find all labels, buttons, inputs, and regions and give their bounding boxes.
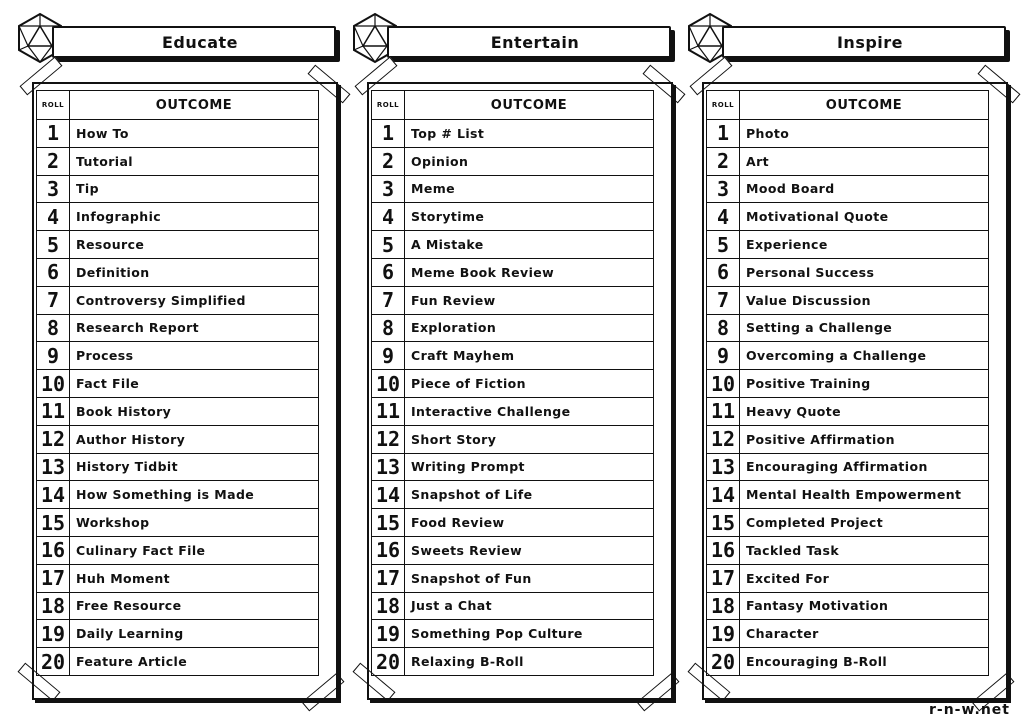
outcome-cell: Snapshot of Life xyxy=(405,481,654,509)
table-row xyxy=(37,231,319,259)
table-row xyxy=(372,648,654,676)
roll-header: ROLL xyxy=(372,91,405,120)
table-row xyxy=(37,120,319,148)
table-row xyxy=(707,564,989,592)
roll-number: 5 xyxy=(707,231,740,259)
roll-number: 12 xyxy=(37,425,70,453)
outcome-cell: Heavy Quote xyxy=(740,397,989,425)
outcome-header: OUTCOME xyxy=(70,91,319,120)
table-row xyxy=(372,592,654,620)
roll-table xyxy=(371,90,654,676)
table-row xyxy=(707,425,989,453)
roll-number: 17 xyxy=(372,564,405,592)
table-row xyxy=(372,397,654,425)
roll-number: 12 xyxy=(707,425,740,453)
table-row xyxy=(372,509,654,537)
outcome-cell: Sweets Review xyxy=(405,536,654,564)
roll-number: 6 xyxy=(372,258,405,286)
outcome-cell: Excited For xyxy=(740,564,989,592)
outcome-cell: Resource xyxy=(70,231,319,259)
roll-number: 5 xyxy=(37,231,70,259)
roll-number: 20 xyxy=(37,648,70,676)
roll-number: 14 xyxy=(37,481,70,509)
roll-number: 4 xyxy=(37,203,70,231)
outcome-cell: Personal Success xyxy=(740,258,989,286)
table-header-row xyxy=(37,91,319,120)
roll-number: 3 xyxy=(372,175,405,203)
outcome-cell: Relaxing B-Roll xyxy=(405,648,654,676)
table-row xyxy=(372,536,654,564)
outcome-cell: Completed Project xyxy=(740,509,989,537)
table-header-row xyxy=(372,91,654,120)
roll-number: 16 xyxy=(372,536,405,564)
table-row xyxy=(37,147,319,175)
table-row xyxy=(707,258,989,286)
table-row xyxy=(372,564,654,592)
table-row xyxy=(37,370,319,398)
outcome-cell: Setting a Challenge xyxy=(740,314,989,342)
table-row xyxy=(372,481,654,509)
outcome-header: OUTCOME xyxy=(405,91,654,120)
table-row xyxy=(707,342,989,370)
roll-table xyxy=(706,90,989,676)
table-row xyxy=(372,231,654,259)
roll-number: 4 xyxy=(707,203,740,231)
outcome-cell: Feature Article xyxy=(70,648,319,676)
table-row xyxy=(37,648,319,676)
table-row xyxy=(707,370,989,398)
outcome-cell: Short Story xyxy=(405,425,654,453)
roll-number: 13 xyxy=(707,453,740,481)
outcome-cell: Fact File xyxy=(70,370,319,398)
table-row xyxy=(372,425,654,453)
outcome-cell: Free Resource xyxy=(70,592,319,620)
outcome-cell: Value Discussion xyxy=(740,286,989,314)
table-row xyxy=(372,342,654,370)
table-row xyxy=(37,203,319,231)
table-row xyxy=(37,509,319,537)
table-row xyxy=(372,620,654,648)
table-row xyxy=(707,481,989,509)
table-row xyxy=(707,203,989,231)
outcome-cell: Workshop xyxy=(70,509,319,537)
roll-number: 4 xyxy=(372,203,405,231)
roll-number: 14 xyxy=(707,481,740,509)
outcome-cell: Photo xyxy=(740,120,989,148)
table-row xyxy=(37,314,319,342)
outcome-cell: Opinion xyxy=(405,147,654,175)
table-row xyxy=(37,342,319,370)
table-row xyxy=(37,481,319,509)
roll-number: 13 xyxy=(37,453,70,481)
outcome-cell: Overcoming a Challenge xyxy=(740,342,989,370)
roll-number: 14 xyxy=(372,481,405,509)
roll-number: 8 xyxy=(37,314,70,342)
table-row xyxy=(707,120,989,148)
outcome-cell: A Mistake xyxy=(405,231,654,259)
outcome-cell: Exploration xyxy=(405,314,654,342)
outcome-cell: Research Report xyxy=(70,314,319,342)
column-title-bar xyxy=(722,26,1006,58)
outcome-cell: Daily Learning xyxy=(70,620,319,648)
outcome-cell: Author History xyxy=(70,425,319,453)
roll-number: 20 xyxy=(707,648,740,676)
outcome-cell: Art xyxy=(740,147,989,175)
table-row xyxy=(707,620,989,648)
roll-number: 1 xyxy=(707,120,740,148)
outcome-cell: Process xyxy=(70,342,319,370)
outcome-cell: Controversy Simplified xyxy=(70,286,319,314)
roll-number: 1 xyxy=(37,120,70,148)
roll-header: ROLL xyxy=(707,91,740,120)
roll-number: 17 xyxy=(707,564,740,592)
outcome-cell: How Something is Made xyxy=(70,481,319,509)
roll-number: 7 xyxy=(707,286,740,314)
roll-number: 16 xyxy=(707,536,740,564)
table-row xyxy=(707,147,989,175)
roll-number: 8 xyxy=(707,314,740,342)
outcome-cell: History Tidbit xyxy=(70,453,319,481)
column-title: Entertain xyxy=(490,32,580,52)
roll-number: 19 xyxy=(707,620,740,648)
outcome-cell: Meme Book Review xyxy=(405,258,654,286)
column-entertain xyxy=(349,0,679,724)
outcome-cell: Something Pop Culture xyxy=(405,620,654,648)
roll-number: 8 xyxy=(372,314,405,342)
table-row xyxy=(372,120,654,148)
table-row xyxy=(37,175,319,203)
table-row xyxy=(707,314,989,342)
table-row xyxy=(372,203,654,231)
table-row xyxy=(707,592,989,620)
roll-number: 19 xyxy=(37,620,70,648)
outcome-cell: Book History xyxy=(70,397,319,425)
roll-number: 5 xyxy=(372,231,405,259)
table-row xyxy=(372,286,654,314)
outcome-cell: Food Review xyxy=(405,509,654,537)
roll-number: 17 xyxy=(37,564,70,592)
outcome-cell: Tackled Task xyxy=(740,536,989,564)
outcome-cell: Interactive Challenge xyxy=(405,397,654,425)
column-title-bar xyxy=(52,26,336,58)
table-row xyxy=(37,536,319,564)
outcome-cell: Experience xyxy=(740,231,989,259)
outcome-cell: Fun Review xyxy=(405,286,654,314)
roll-number: 20 xyxy=(372,648,405,676)
roll-number: 7 xyxy=(37,286,70,314)
outcome-cell: Piece of Fiction xyxy=(405,370,654,398)
outcome-cell: Mood Board xyxy=(740,175,989,203)
roll-number: 7 xyxy=(372,286,405,314)
column-educate xyxy=(14,0,344,724)
outcome-cell: Meme xyxy=(405,175,654,203)
outcome-cell: Mental Health Empowerment xyxy=(740,481,989,509)
table-row xyxy=(37,425,319,453)
outcome-cell: Huh Moment xyxy=(70,564,319,592)
table-row xyxy=(707,453,989,481)
table-row xyxy=(707,397,989,425)
roll-number: 12 xyxy=(372,425,405,453)
table-row xyxy=(372,175,654,203)
table-row xyxy=(372,453,654,481)
column-title-bar xyxy=(387,26,671,58)
outcome-cell: Storytime xyxy=(405,203,654,231)
roll-number: 1 xyxy=(372,120,405,148)
table-row xyxy=(372,258,654,286)
roll-number: 2 xyxy=(707,147,740,175)
table-row xyxy=(707,536,989,564)
roll-number: 19 xyxy=(372,620,405,648)
column-inspire xyxy=(684,0,1014,724)
column-title: Inspire xyxy=(836,32,904,52)
outcome-cell: Craft Mayhem xyxy=(405,342,654,370)
table-row xyxy=(707,286,989,314)
table-row xyxy=(372,147,654,175)
roll-number: 18 xyxy=(37,592,70,620)
roll-number: 9 xyxy=(707,342,740,370)
roll-number: 13 xyxy=(372,453,405,481)
outcome-cell: Infographic xyxy=(70,203,319,231)
roll-number: 11 xyxy=(372,397,405,425)
roll-number: 6 xyxy=(37,258,70,286)
outcome-cell: Definition xyxy=(70,258,319,286)
outcome-cell: Top # List xyxy=(405,120,654,148)
roll-number: 3 xyxy=(37,175,70,203)
table-row xyxy=(707,175,989,203)
roll-number: 6 xyxy=(707,258,740,286)
outcome-cell: Character xyxy=(740,620,989,648)
roll-number: 2 xyxy=(372,147,405,175)
column-header xyxy=(684,12,1014,64)
table-row xyxy=(37,620,319,648)
table-row xyxy=(707,231,989,259)
table-row xyxy=(372,314,654,342)
outcome-cell: Tutorial xyxy=(70,147,319,175)
outcome-cell: Writing Prompt xyxy=(405,453,654,481)
roll-number: 9 xyxy=(372,342,405,370)
roll-number: 15 xyxy=(707,509,740,537)
roll-number: 18 xyxy=(707,592,740,620)
roll-header: ROLL xyxy=(37,91,70,120)
table-row xyxy=(707,509,989,537)
roll-number: 11 xyxy=(707,397,740,425)
outcome-cell: Encouraging Affirmation xyxy=(740,453,989,481)
roll-number: 9 xyxy=(37,342,70,370)
roll-number: 15 xyxy=(372,509,405,537)
table-row xyxy=(37,286,319,314)
roll-number: 15 xyxy=(37,509,70,537)
outcome-cell: Tip xyxy=(70,175,319,203)
table-row xyxy=(37,453,319,481)
outcome-cell: Encouraging B-Roll xyxy=(740,648,989,676)
roll-number: 2 xyxy=(37,147,70,175)
outcome-header: OUTCOME xyxy=(740,91,989,120)
table-header-row xyxy=(707,91,989,120)
site-url: r-n-w.net xyxy=(928,702,1010,718)
table-row xyxy=(37,592,319,620)
outcome-cell: Snapshot of Fun xyxy=(405,564,654,592)
roll-table xyxy=(36,90,319,676)
outcome-cell: Culinary Fact File xyxy=(70,536,319,564)
column-title: Educate xyxy=(161,32,239,52)
outcome-cell: Fantasy Motivation xyxy=(740,592,989,620)
roll-number: 10 xyxy=(37,370,70,398)
outcome-cell: Positive Training xyxy=(740,370,989,398)
table-row xyxy=(37,564,319,592)
outcome-cell: Positive Affirmation xyxy=(740,425,989,453)
outcome-cell: Motivational Quote xyxy=(740,203,989,231)
roll-number: 16 xyxy=(37,536,70,564)
outcome-cell: Just a Chat xyxy=(405,592,654,620)
table-row xyxy=(37,397,319,425)
column-header xyxy=(349,12,679,64)
roll-number: 11 xyxy=(37,397,70,425)
roll-number: 10 xyxy=(707,370,740,398)
table-row xyxy=(372,370,654,398)
outcome-cell: How To xyxy=(70,120,319,148)
roll-number: 18 xyxy=(372,592,405,620)
roll-number: 3 xyxy=(707,175,740,203)
table-row xyxy=(37,258,319,286)
column-header xyxy=(14,12,344,64)
table-row xyxy=(707,648,989,676)
roll-number: 10 xyxy=(372,370,405,398)
